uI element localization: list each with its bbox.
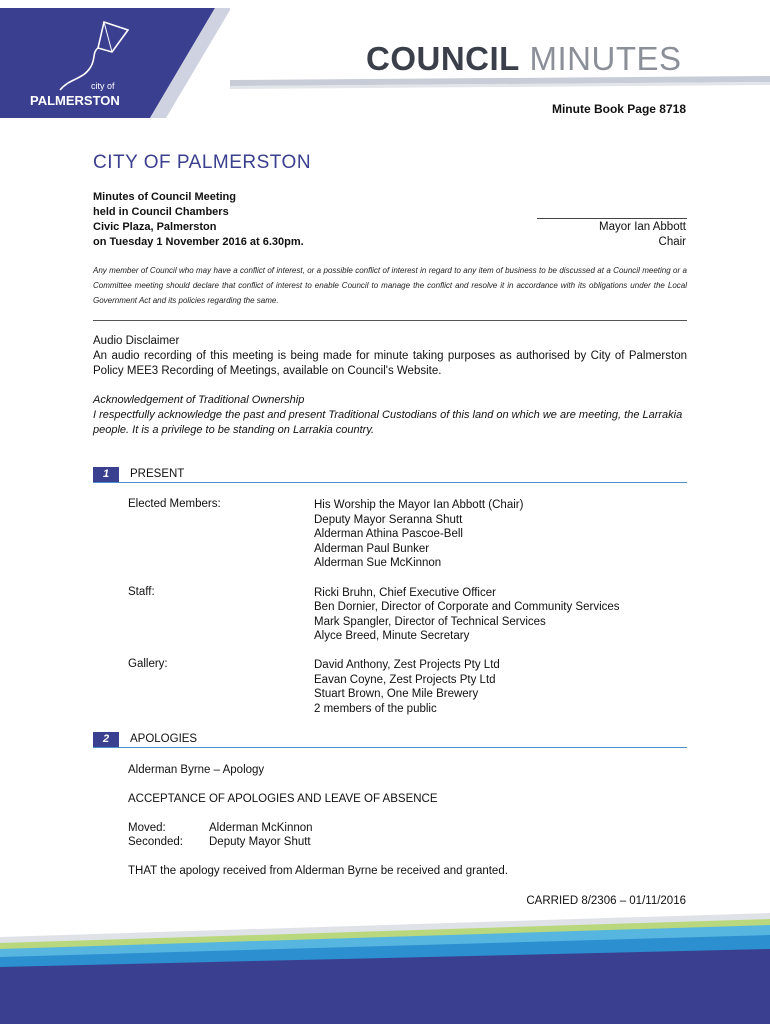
divider (93, 320, 687, 321)
logo-name: PALMERSTON (30, 93, 120, 108)
meeting-line-3: Civic Plaza, Palmerston (93, 221, 217, 233)
section-1-rule (93, 482, 687, 483)
meeting-line-4: on Tuesday 1 November 2016 at 6.30pm. (93, 236, 304, 248)
acknowledgement-title: Acknowledgement of Traditional Ownership (93, 394, 305, 406)
gallery-member: 2 members of the public (314, 703, 437, 715)
section-2-number: 2 (93, 732, 119, 747)
audio-disclaimer-title: Audio Disclaimer (93, 335, 180, 347)
gallery-label: Gallery: (128, 658, 168, 670)
elected-member: Alderman Sue McKinnon (314, 557, 442, 569)
section-1-number: 1 (93, 467, 119, 482)
minute-book-page: Minute Book Page 8718 (551, 102, 686, 116)
gallery-member: David Anthony, Zest Projects Pty Ltd (314, 659, 500, 671)
header-band (230, 76, 770, 90)
conflict-of-interest-notice: Any member of Council who may have a conflict of interest, or a possible conflict of interest in regard to any item of business to be discussed at a Council meeting or a Committee meeting should declare that conflict of interest to enable Council to manage the conflict and resolve it in accordance with its obligations under the Local Government Act and its policies regarding the same. (93, 266, 687, 305)
footer-decoration (0, 905, 770, 1024)
staff-member: Ben Dornier, Director of Corporate and Community Services (314, 601, 620, 613)
acknowledgement-text: I respectfully acknowledge the past and present Traditional Custodians of this land on which we are meeting, the Larrakia people. It is a privilege to be standing on Larrakia country. (93, 409, 683, 436)
elected-members-label: Elected Members: (128, 498, 221, 510)
elected-member: Alderman Paul Bunker (314, 543, 430, 555)
chair-role: Chair (658, 236, 686, 248)
staff-member: Mark Spangler, Director of Technical Services (314, 616, 546, 628)
title-light: MINUTES (529, 40, 682, 77)
apology-item: Alderman Byrne – Apology (128, 764, 265, 776)
title-bold: COUNCIL (366, 40, 520, 77)
meeting-line-1: Minutes of Council Meeting (93, 191, 236, 203)
elected-member: His Worship the Mayor Ian Abbott (Chair) (314, 499, 524, 511)
staff-member: Alyce Breed, Minute Secretary (314, 630, 470, 642)
moved-label: Moved: (128, 822, 166, 834)
resolution-text: THAT the apology received from Alderman Byrne be received and granted. (128, 865, 508, 877)
palmerston-logo (0, 8, 230, 118)
elected-member: Alderman Athina Pascoe-Bell (314, 528, 463, 540)
moved-by: Alderman McKinnon (209, 822, 313, 834)
page-title: CITY OF PALMERSTON (93, 152, 312, 173)
acceptance-heading: ACCEPTANCE OF APOLOGIES AND LEAVE OF ABSENCE (128, 793, 438, 805)
staff-member: Ricki Bruhn, Chief Executive Officer (314, 587, 496, 599)
section-1-title: PRESENT (130, 468, 185, 480)
meeting-line-2: held in Council Chambers (93, 206, 229, 218)
signature-line (537, 218, 687, 219)
seconded-label: Seconded: (128, 836, 183, 848)
section-2-rule (93, 747, 687, 748)
logo-city-of: city of (91, 81, 115, 91)
seconded-by: Deputy Mayor Shutt (209, 836, 311, 848)
gallery-member: Stuart Brown, One Mile Brewery (314, 688, 479, 700)
carried-resolution: CARRIED 8/2306 – 01/11/2016 (526, 895, 686, 907)
chair-name: Mayor Ian Abbott (599, 221, 686, 233)
elected-member: Deputy Mayor Seranna Shutt (314, 514, 463, 526)
section-2-title: APOLOGIES (130, 733, 198, 745)
audio-disclaimer-text: An audio recording of this meeting is being made for minute taking purposes as authorised by City of Palmerston Policy MEE3 Recording of Meetings, available on Council's Website. (93, 350, 687, 377)
document-title (366, 40, 682, 78)
staff-label: Staff: (128, 586, 155, 598)
gallery-member: Eavan Coyne, Zest Projects Pty Ltd (314, 674, 496, 686)
